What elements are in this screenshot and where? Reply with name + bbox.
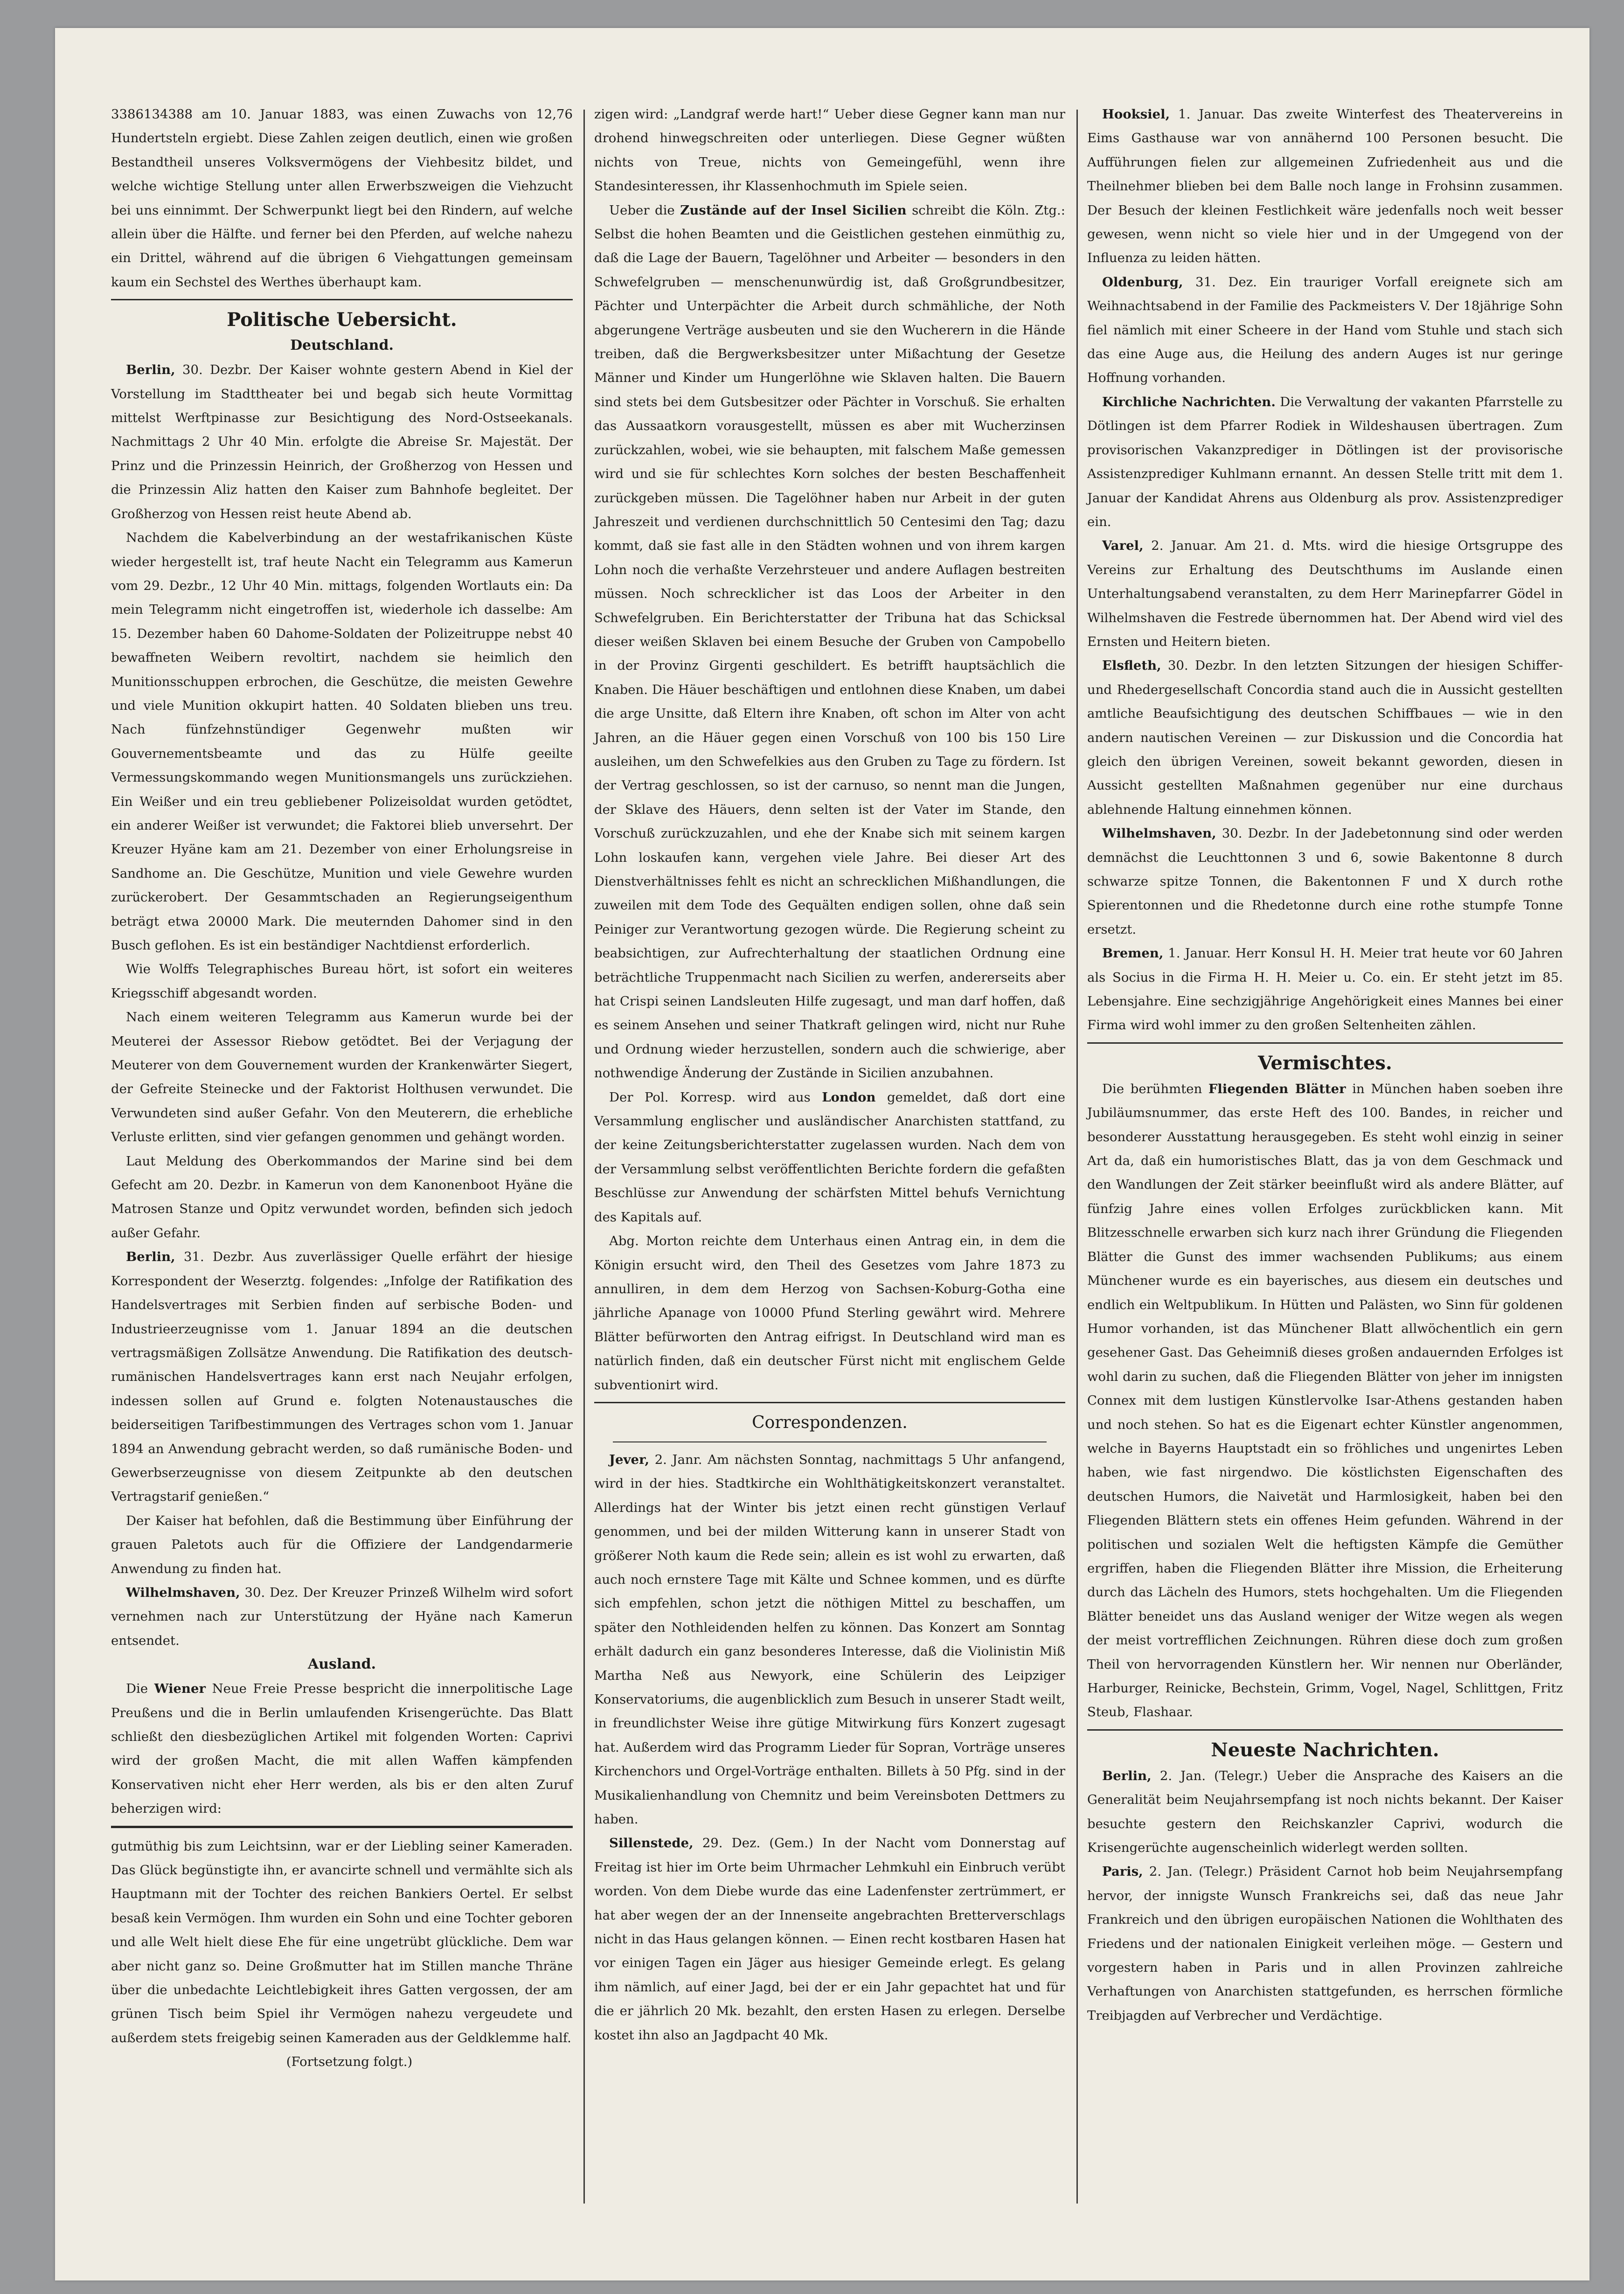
column-2 xyxy=(594,103,1065,2047)
article-keyword: Fliegenden Blätter xyxy=(1208,1081,1346,1096)
column-3 xyxy=(1087,103,1563,2028)
article-kamerun-weiteres: Nach einem weiteren Telegramm aus Kamerun wurde bei der Meuterei der Assessor Riebow getödtet. Bei der Verjagung der Meuterer von dem Gouvernement wurden der Krankenwärter Siegert, der Gefreite Steinecke und der Faktorist Holthusen verwundet. Die Verwundeten sind außer Gefahr. Von den Meuterern, die erhebliche Verluste erlitten, sind vier gefangen genommen und gehängt worden. xyxy=(111,1010,573,1145)
article-sillenstede: Sillenstede, 29. Dez. (Gem.) In der Nacht vom Donnerstag auf Freitag ist hier im Orte beim Uhrmacher Lehmkuhl ein Einbruch verübt worden. Von dem Diebe wurde das eine Ladenfenster zertrümmert, er hat aber wegen der an der Innenseite angebrachten Bretterverschlags nicht in das Haus gelangen können. — Einen recht kostbaren Hasen hat vor einigen Tagen ein Jäger aus hiesiger Gemeinde erlegt. Es gelang ihm nämlich, auf einer Jagd, bei der er ein Jahr gepachtet hat und für die er jährlich 20 Mk. bezahlt, den ersten Hasen zu erlegen. Derselbe kostet ihn also an Jagdpacht 40 Mk. xyxy=(594,1836,1065,2043)
column-1 xyxy=(111,103,573,2074)
feuilleton-text: gutmüthig bis zum Leichtsinn, war er der Liebling seiner Kameraden. Das Glück begünstigte ihn, er avancirte schnell und vermählte sich als Hauptmann mit der Tochter des reichen Bankiers Oertel. Er selbst besaß kein Vermögen. Ihm wurden ein Sohn und eine Tochter geboren und alle Welt hielt diese Ehe für eine ungetrübt glückliche. Dem war aber nicht ganz so. Deine Großmutter hat im Stillen manche Thräne über die unbedachte Leichtlebigkeit ihres Gatten vergossen, der am grünen Tisch beim Spiel ihr Vermögen nahezu vergeudete und außerdem stets freigebig seinen Kameraden aus der Geldklemme half. xyxy=(111,1838,573,2045)
dateline: London xyxy=(822,1089,876,1105)
column-rule xyxy=(1076,110,1078,2204)
dateline: Varel, xyxy=(1102,538,1144,554)
section-heading-politik: Politische Uebersicht. xyxy=(227,309,457,331)
section-divider xyxy=(1087,1042,1563,1044)
article-sicilien: Ueber die Zustände auf der Insel Sicilien schreibt die Köln. Ztg.: Selbst die hohen Beamten und die Geistlichen gestehen einmüthig zu, daß die Lage der Bauern, Tagelöhner und Arbeiter — besonders in den Schwefelgruben — menschenunwürdig ist, daß Großgrundbesitzer, Pächter und Unterpächter die Arbeit durch schmähliche, der Noth abgerungene Verträge ausbeuten und sie den Wucherern in die Hände treiben, daß die Bergwerksbesitzer unter Mißachtung der Gesetze Männer und Kinder um Hungerlöhne wie Sklaven halten. Die Bauern sind stets bei dem Gutsbesitzer oder Pächter in Vorschuß. Sie erhalten das Aussaatkorn vorausgestellt, müssen es aber mit Wucherzinsen zurückzahlen, wobei, wie sie behaupten, mit falschem Maße gemessen wird und sie für schlechtes Korn solches der besten Beschaffenheit zurückgeben müssen. Die Tagelöhner haben nur Arbeit in der guten Jahreszeit und verdienen durchschnittlich 50 Centesimi den Tag; dazu kommt, daß sie fast alle in den Städten wohnen und von ihrem kargen Lohn noch die verhaßte Verzehrsteuer und andere Auflagen bestreiten müssen. Noch schrecklicher ist das Loos der Arbeiter in den Schwefelgruben. Ein Berichterstatter der Tribuna hat das Schicksal dieser weißen Sklaven bei einem Besuche der Gruben von Campobello in der Provinz Girgenti geschildert. Es betrifft hauptsächlich die Knaben. Die Häuer beschäftigen und entlohnen diese Knaben, um dabei die arge Unsitte, daß Eltern ihre Knaben, oft schon im Alter von acht Jahren, an die Häuer gegen einen Vorschuß von 100 bis 150 Lire ausleihen, um den Schwefelkies aus den Gruben zu Tage zu fördern. Ist der Vertrag geschlossen, so ist der carnuso, so nennt man die Jungen, der Sklave des Häuers, denn selten ist der Vater im Stande, den Vorschuß zurückzuzahlen, und ehe der Knabe sich mit seinem kargen Lohn loskaufen kann, vergehen viele Jahre. Bei dieser Art des Dienstverhältnisses fehlt es nicht an schrecklichen Mißhandlungen, die zuweilen mit dem Tode des Gequälten endigen sollen, ohne daß sein Peiniger zur Verantwortung gezogen würde. Die Regierung scheint zu beabsichtigen, zur Aufrechterhaltung der staatlichen Ordnung eine beträchtliche Truppenmacht nach Sicilien zu werfen, andererseits aber hat Crispi seinen Landsleuten Hilfe zugesagt, und man darf hoffen, daß es seinem Ansehen und seiner Thatkraft gelingen wird, nicht nur Ruhe und Ordnung wieder herzustellen, sondern auch die schwierige, aber nothwendige Änderung der Zustände in Sicilien anzubahnen. xyxy=(594,202,1065,1081)
dateline: Kirchliche Nachrichten. xyxy=(1102,394,1276,409)
dateline: Bremen, xyxy=(1102,946,1164,961)
dateline: Paris, xyxy=(1102,1864,1143,1879)
dateline: Oldenburg, xyxy=(1102,274,1183,290)
newspaper-page xyxy=(55,28,1589,2280)
article-berlin-handelsvertrag: Berlin, 31. Dezbr. Aus zuverlässiger Quelle erfährt der hiesige Korrespondent der Weserztg. folgendes: „Infolge der Ratifikation des Handelsvertrages mit Serbien finden auf serbische Boden- und Industrieerzeugnisse vom 1. Januar 1894 an die deutschen vertragsmäßigen Zollsätze Anwendung. Die Ratifikation des deutsch-rumänischen Handelsvertrages kann erst nach Neujahr erfolgen, indessen sollen auf Grund e. folgten Notenaustausches die beiderseitigen Tarifbestimmungen des Vertrages schon vom 1. Januar 1894 an Anwendung gebracht werden, so daß rumänische Boden- und Gewerbserzeugnisse von diesem Zeitpunkte ab den deutschen Vertragstarif genießen.“ xyxy=(111,1249,573,1504)
article-fliegende-blaetter: Die berühmten Fliegenden Blätter in München haben soeben ihre Jubiläumsnummer, das erste Heft des 100. Bandes, in reicher und besonderer Ausstattung herausgegeben. Es steht wohl einzig in seiner Art da, daß ein humoristisches Blatt, das ja von dem Geschmack und den Wandlungen der Zeit stärker beeinflußt wird als andere Blätter, auf fünfzig Jahre eines vollen Erfolges zurückblicken kann. Mit Blitzesschnelle erwarben sich kurz nach ihrer Gründung die Fliegenden Blätter die Gunst des immer wachsenden Publikums; aus einem Münchener wurde es ein bayerisches, aus diesem ein deutsches und endlich ein Weltpublikum. In Hütten und Palästen, wo Sinn für goldenen Humor vorhanden, ist das Münchener Blatt allwöchentlich ein gern gesehener Gast. Das Geheimniß dieses großen andauernden Erfolges ist wohl darin zu suchen, daß die Fliegenden Blätter von jeher im innigsten Connex mit dem lustigen Künstlervolke Isar-Athens gestanden haben und noch stehen. So hat es die Eigenart echter Künstler angenommen, welche in Bayerns Hauptstadt ein so fröhliches und ungenirtes Leben haben, wie fast nirgendwo. Die köstlichsten Eigenschaften des deutschen Humors, die Naivetät und Harmlosigkeit, haben bei den Fliegenden Blättern stets ein offenes Heim gefunden. Während in der politischen und sozialen Welt die heftigsten Kämpfe die Gemüther ergriffen, haben die Fliegenden Blätter ihre Mission, die Erheiterung durch das Lächeln des Humors, stets hochgehalten. Um die Fliegenden Blätter beneidet uns das Ausland weniger der Witze wegen als wegen der meist vortrefflichen Zeichnungen. Rühren diese doch zum großen Theil von hervorragenden Künstlern her. Wir nennen nur Oberländer, Harburger, Reinicke, Bechstein, Grimm, Vogel, Nagel, Schlittgen, Fritz Steub, Flashaar. xyxy=(1087,1081,1563,1720)
section-heading-neueste: Neueste Nachrichten. xyxy=(1211,1739,1439,1761)
article-morton: Abg. Morton reichte dem Unterhaus einen Antrag ein, in dem die Königin ersucht wird, den Theil des Gesetzes vom Jahre 1873 zu annulliren, in dem dem Herzog von Sachsen-Koburg-Gotha eine jährliche Apanage von 10000 Pfund Sterling gewährt wird. Mehrere Blätter befürworten den Antrag eifrigst. In Deutschland wird man es natürlich finden, daß ein deutscher Fürst nicht mit englischem Gelde subventionirt wird. xyxy=(594,1234,1065,1393)
dateline: Wilhelmshaven, xyxy=(1102,826,1216,841)
article-london-anarchisten: Der Pol. Korresp. wird aus London gemeldet, daß dort eine Versammlung englischer und ausländischer Anarchisten stattfand, zu der keine Zeitungsberichterstatter zugelassen wurden. Nach dem von der Versammlung selbst veröffentlichten Berichte fordern die gefaßten Beschlüsse zur Anwendung der schärfsten Mittel behufs Vernichtung des Kapitals auf. xyxy=(594,1089,1065,1225)
dateline: Jever, xyxy=(609,1452,650,1467)
article-marine-meldung: Laut Meldung des Oberkommandos der Marine sind bei dem Gefecht am 20. Dezbr. in Kamerun von dem Kanonenboot Hyäne die Matrosen Stanze und Opitz verwundet worden, befinden sich jedoch außer Gefahr. xyxy=(111,1153,573,1241)
article-varel: Varel, 2. Januar. Am 21. d. Mts. wird die hiesige Ortsgruppe des Vereins zur Erhaltung des Deutschthums im Auslande einen Unterhaltungsabend veranstalten, zu dem Herr Marinepfarrer Gödel in Wilhelmshaven die Festrede übernommen hat. Der Abend wird viel des Ernsten und Heitern bieten. xyxy=(1087,538,1563,649)
dateline: Sillenstede, xyxy=(609,1836,694,1851)
section-divider xyxy=(1087,1729,1563,1731)
article-wolff: Wie Wolffs Telegraphisches Bureau hört, ist sofort ein weiteres Kriegsschiff abgesandt worden. xyxy=(111,962,573,1001)
section-heading-correspondenzen: Correspondenzen. xyxy=(752,1413,908,1432)
article-viehzucht: 3386134388 am 10. Januar 1883, was einen Zuwachs von 12,76 Hundertsteln ergiebt. Diese Zahlen zeigen deutlich, einen wie großen Bestandtheil unseres Volksvermögens der Viehbesitz bildet, und welche wichtige Stellung unter allen Erwerbszweigen die Viehzucht bei uns einnimmt. Der Schwerpunkt liegt bei den Rindern, auf welche allein über die Hälfte. und ferner bei den Pferden, auf welche nahezu ein Drittel, während auf die übrigen 6 Viehgattungen gemeinsam kaum ein Sechstel des Werthes überhaupt kam. xyxy=(111,107,573,290)
column-rule xyxy=(583,110,585,2204)
article-paletots: Der Kaiser hat befohlen, daß die Bestimmung über Einführung der grauen Paletots auch für die Offiziere der Landgendarmerie Anwendung zu finden hat. xyxy=(111,1513,573,1576)
article-jever: Jever, 2. Janr. Am nächsten Sonntag, nachmittags 5 Uhr anfangend, wird in der hies. Stadtkirche ein Wohlthätigkeitskonzert veranstaltet. Allerdings hat der Winter bis jetzt einen recht günstigen Verlauf genommen, und bei der milden Witterung kann in unserer Stadt von größerer Noth kaum die Rede sein; allein es ist wohl zu erwarten, daß auch noch ernstere Tage mit Kälte und Schnee kommen, und es dürfte sich empfehlen, schon jetzt die nöthigen Mittel zu beschaffen, um später den Nothleidenden helfen zu können. Das Konzert am Sonntag erhält dadurch ein ganz besonderes Interesse, daß die Violinistin Miß Martha Neß aus Newyork, eine Schülerin des Leipziger Konservatoriums, die augenblicklich zum Besuch in unserer Stadt weilt, in freundlichster Weise ihre gütige Mitwirkung fürs Konzert zugesagt hat. Außerdem wird das Programm Lieder für Sopran, Vorträge unseres Kirchenchors und Orgel-Vorträge enthalten. Billets à 50 Pfg. sind in der Musikalienhandlung von Chemnitz und beim Vereinsboten Dettmers zu haben. xyxy=(594,1452,1065,1827)
article-elsfleth: Elsfleth, 30. Dezbr. In den letzten Sitzungen der hiesigen Schiffer- und Rhedergesellschaft Concordia stand auch die in Aussicht gestellten amtliche Beaufsichtigung des deutschen Schiffbaues — wie in den andern nautischen Vereinen — zur Diskussion und die Concordia hat gleich den übrigen Vereinen, soweit bekannt geworden, diesen in Aussicht gestellten Maßnahmen gegenüber nur eine durchaus ablehnende Haltung einnehmen können. xyxy=(1087,658,1563,817)
section-divider xyxy=(111,299,573,300)
article-bremen: Bremen, 1. Januar. Herr Konsul H. H. Meier trat heute vor 60 Jahren als Socius in die Firma H. H. Meier u. Co. ein. Er steht jetzt im 85. Lebensjahre. Eine sechzigjährige Angehörigkeit eines Mannes bei einer Firma wird wohl immer zu den großen Seltenheiten zählen. xyxy=(1087,946,1563,1033)
article-kirchliche-nachrichten: Kirchliche Nachrichten. Die Verwaltung der vakanten Pfarrstelle zu Dötlingen ist dem Pfarrer Rodiek in Wildeshausen übertragen. Zum provisorischen Vakanzprediger in Dötlingen ist der provisorische Assistenzprediger Kuhlmann ernannt. An dessen Stelle tritt mit dem 1. Januar der Kandidat Ahrens aus Oldenburg als prov. Assistenzprediger ein. xyxy=(1087,394,1563,529)
dateline: Wiener xyxy=(154,1681,206,1697)
dateline: Elsfleth, xyxy=(1102,658,1161,673)
article-keyword: Zustände auf der Insel Sicilien xyxy=(680,202,907,218)
subheading-ausland: Ausland. xyxy=(307,1656,376,1673)
article-hooksiel: Hooksiel, 1. Januar. Das zweite Winterfest des Theatervereins in Eims Gasthause war von annähernd 100 Personen besucht. Die Aufführungen fielen zur allgemeinen Zufriedenheit aus und die Theilnehmer blieben bei dem Balle noch lange in Frohsinn zusammen. Der Besuch der kleinen Festlichkeit wäre jedenfalls noch weit besser gewesen, wenn nicht so viele hier und in der Umgegend von der Influenza zu leiden hätten. xyxy=(1087,107,1563,266)
article-paris: Paris, 2. Jan. (Telegr.) Präsident Carnot hob beim Neujahrsempfang hervor, der innigste Wunsch Frankreichs sei, daß das neue Jahr Frankreich und den übrigen europäischen Nationen die Wohlthaten des Friedens und der nationalen Einigkeit verleihen möge. — Gestern und vorgestern haben in Paris und in allen Provinzen zahlreiche Verhaftungen von Anarchisten stattgefunden, es herrschen förmliche Treibjagden auf Verbrecher und Verdächtige. xyxy=(1087,1864,1563,2023)
dateline: Berlin, xyxy=(1102,1768,1152,1783)
dateline: Berlin, xyxy=(126,1249,175,1265)
feuilleton-continued: (Fortsetzung folgt.) xyxy=(286,2054,413,2070)
article-wilhelmshaven-kreuzer: Wilhelmshaven, 30. Dez. Der Kreuzer Prinzeß Wilhelm wird sofort vernehmen nach zur Unterstützung der Hyäne nach Kamerun entsendet. xyxy=(111,1585,573,1648)
article-wilhelmshaven-tonnen: Wilhelmshaven, 30. Dezbr. In der Jadebetonnung sind oder werden demnächst die Leuchttonnen 3 und 6, sowie Bakentonne 8 durch schwarze spitze Tonnen, die Bakentonnen F und X durch rothe Spierentonnen und die Rhedetonne durch eine rothe stumpfe Tonne ersetzt. xyxy=(1087,826,1563,937)
article-berlin-neujahr: Berlin, 2. Jan. (Telegr.) Ueber die Ansprache des Kaisers an die Generalität beim Neujahrsempfang ist noch nichts bekannt. Der Kaiser besuchte gestern den Reichskanzler Caprivi, wodurch die Krisengerüchte augenscheinlich widerlegt werden sollten. xyxy=(1087,1768,1563,1856)
article-oldenburg: Oldenburg, 31. Dez. Ein trauriger Vorfall ereignete sich am Weihnachtsabend in der Familie des Packmeisters V. Der 18jährige Sohn fiel nämlich mit einer Scheere in der Hand vom Stuhle und stach sich das eine Auge aus, die Heilung des andern Auges ist nur geringe Hoffnung vorhanden. xyxy=(1087,274,1563,386)
article-berlin-kaiser: Berlin, 30. Dezbr. Der Kaiser wohnte gestern Abend in Kiel der Vorstellung im Stadttheater bei und begab sich heute Vormittag mittelst Werftpinasse zur Besichtigung des Nord-Ostseekanals. Nachmittags 2 Uhr 40 Min. erfolgte die Abreise Sr. Majestät. Der Prinz und die Prinzessin Heinrich, der Großherzog von Hessen und die Prinzessin Aliz hatten den Kaiser zum Bahnhofe begleitet. Der Großherzog von Hessen reist heute Abend ab. xyxy=(111,362,573,521)
section-divider xyxy=(594,1402,1065,1403)
dateline: Wilhelmshaven, xyxy=(126,1585,240,1600)
feuilleton-divider xyxy=(111,1826,573,1828)
article-kamerun-telegramm: Nachdem die Kabelverbindung an der westafrikanischen Küste wieder hergestellt ist, traf heute Nacht ein Telegramm aus Kamerun vom 29. Dezbr., 12 Uhr 40 Min. mittags, folgenden Wortlauts ein: Da mein Telegramm nicht eingetroffen ist, wiederhole ich dasselbe: Am 15. Dezember haben 60 Dahome-Soldaten der Polizeitruppe nebst 40 bewaffneten Weibern revoltirt, nachdem sie heimlich den Munitionsschuppen erbrochen, die Geschütze, die meisten Gewehre und viele Munition okkupirt hatten. 40 Soldaten blieben uns treu. Nach fünfzehnstündiger Gegenwehr mußten wir Gouvernementsbeamte und das zu Hülfe geeilte Vermessungskommando wegen Munitionsmangels uns zurückziehen. Ein Weißer und ein treu gebliebener Polizeisoldat wurden getödtet, ein anderer Weißer ist verwundet; die Faktorei blieb unversehrt. Der Kreuzer Hyäne kam am 21. Dezember von einer Erholungsreise in Sandhome an. Die Geschütze, Munition und viele Gewehre wurden zurückerobert. Der Gesammtschaden an Regierungseigenthum beträgt etwa 20000 Mark. Die meuternden Dahomer sind in den Busch geflohen. Es ist ein beständiger Nachtdienst erforderlich. xyxy=(111,530,573,953)
article-wiener-presse: Die Wiener Neue Freie Presse bespricht die innerpolitische Lage Preußens und die in Berlin umlaufenden Krisengerüchte. Das Blatt schließt den diesbezüglichen Artikel mit folgenden Worten: Caprivi wird der großen Macht, die mit allen Waffen kämpfenden Konservativen nicht eher Herr werden, als bis er den alten Zuruf beherzigen wird: xyxy=(111,1681,573,1816)
dateline: Hooksiel, xyxy=(1102,107,1170,122)
dateline: Berlin, xyxy=(126,362,175,378)
subheading-deutschland: Deutschland. xyxy=(290,337,394,354)
article-landgraf: zigen wird: „Landgraf werde hart!“ Ueber diese Gegner kann man nur drohend hinwegschreiten oder unterliegen. Diese Gegner wüßten nichts von Treue, nichts von Gemeingefühl, wenn ihre Standesinteressen, ihr Klassenhochmuth im Spiele seien. xyxy=(594,107,1065,194)
section-heading-vermischtes: Vermischtes. xyxy=(1258,1052,1392,1074)
